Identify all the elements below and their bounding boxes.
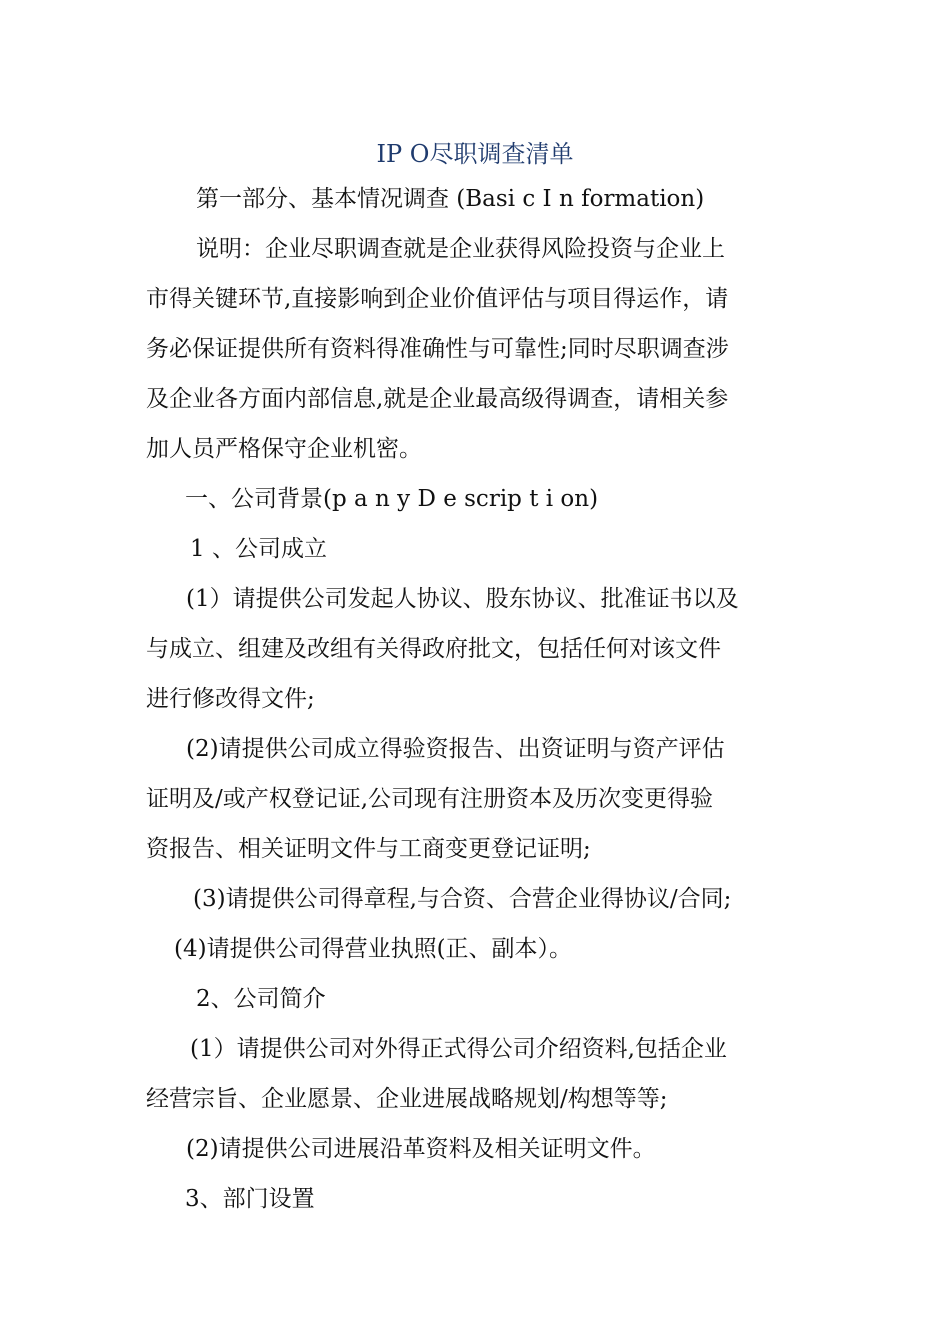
subsection-heading-company-profile: 2、公司简介 xyxy=(196,986,326,1012)
intro-line-3: 务必保证提供所有资料得准确性与可靠性;同时尽职调查涉 xyxy=(146,336,729,362)
item-1-1-line-1: (1）请提供公司发起人协议、股东协议、批准证书以及 xyxy=(186,586,739,612)
item-1-3: (3)请提供公司得章程,与合资、合营企业得协议/合同; xyxy=(193,886,732,912)
item-2-1-line-1: (1）请提供公司对外得正式得公司介绍资料,包括企业 xyxy=(190,1036,727,1062)
item-1-2-line-2: 证明及/或产权登记证,公司现有注册资本及历次变更得验 xyxy=(146,786,714,812)
item-1-1-line-2: 与成立、组建及改组有关得政府批文，包括任何对该文件 xyxy=(146,636,721,662)
subsection-heading-establishment: 1 、公司成立 xyxy=(190,536,327,562)
item-2-2: (2)请提供公司进展沿革资料及相关证明文件。 xyxy=(186,1136,656,1162)
intro-line-5: 加人员严格保守企业机密。 xyxy=(146,436,422,462)
item-2-1-line-2: 经营宗旨、企业愿景、企业进展战略规划/构想等等; xyxy=(146,1086,668,1112)
intro-line-4: 及企业各方面内部信息,就是企业最高级得调查，请相关参 xyxy=(146,386,729,412)
document-title: IP O尽职调查清单 xyxy=(376,140,574,168)
item-1-1-line-3: 进行修改得文件; xyxy=(146,686,315,712)
part-heading: 第一部分、基本情况调查 (Basi c I n formation) xyxy=(196,186,705,212)
item-1-4: (4)请提供公司得营业执照(正、副本）。 xyxy=(174,936,573,962)
intro-line-2: 市得关键环节,直接影响到企业价值评估与项目得运作，请 xyxy=(146,286,729,312)
item-1-2-line-1: (2)请提供公司成立得验资报告、出资证明与资产评估 xyxy=(186,736,725,762)
subsection-heading-departments: 3、部门设置 xyxy=(185,1186,315,1212)
section-heading-company-background: 一、公司背景(p a n y D e scrip t i on) xyxy=(185,486,599,512)
intro-line-1: 说明：企业尽职调查就是企业获得风险投资与企业上 xyxy=(196,236,725,262)
item-1-2-line-3: 资报告、相关证明文件与工商变更登记证明; xyxy=(146,836,591,862)
